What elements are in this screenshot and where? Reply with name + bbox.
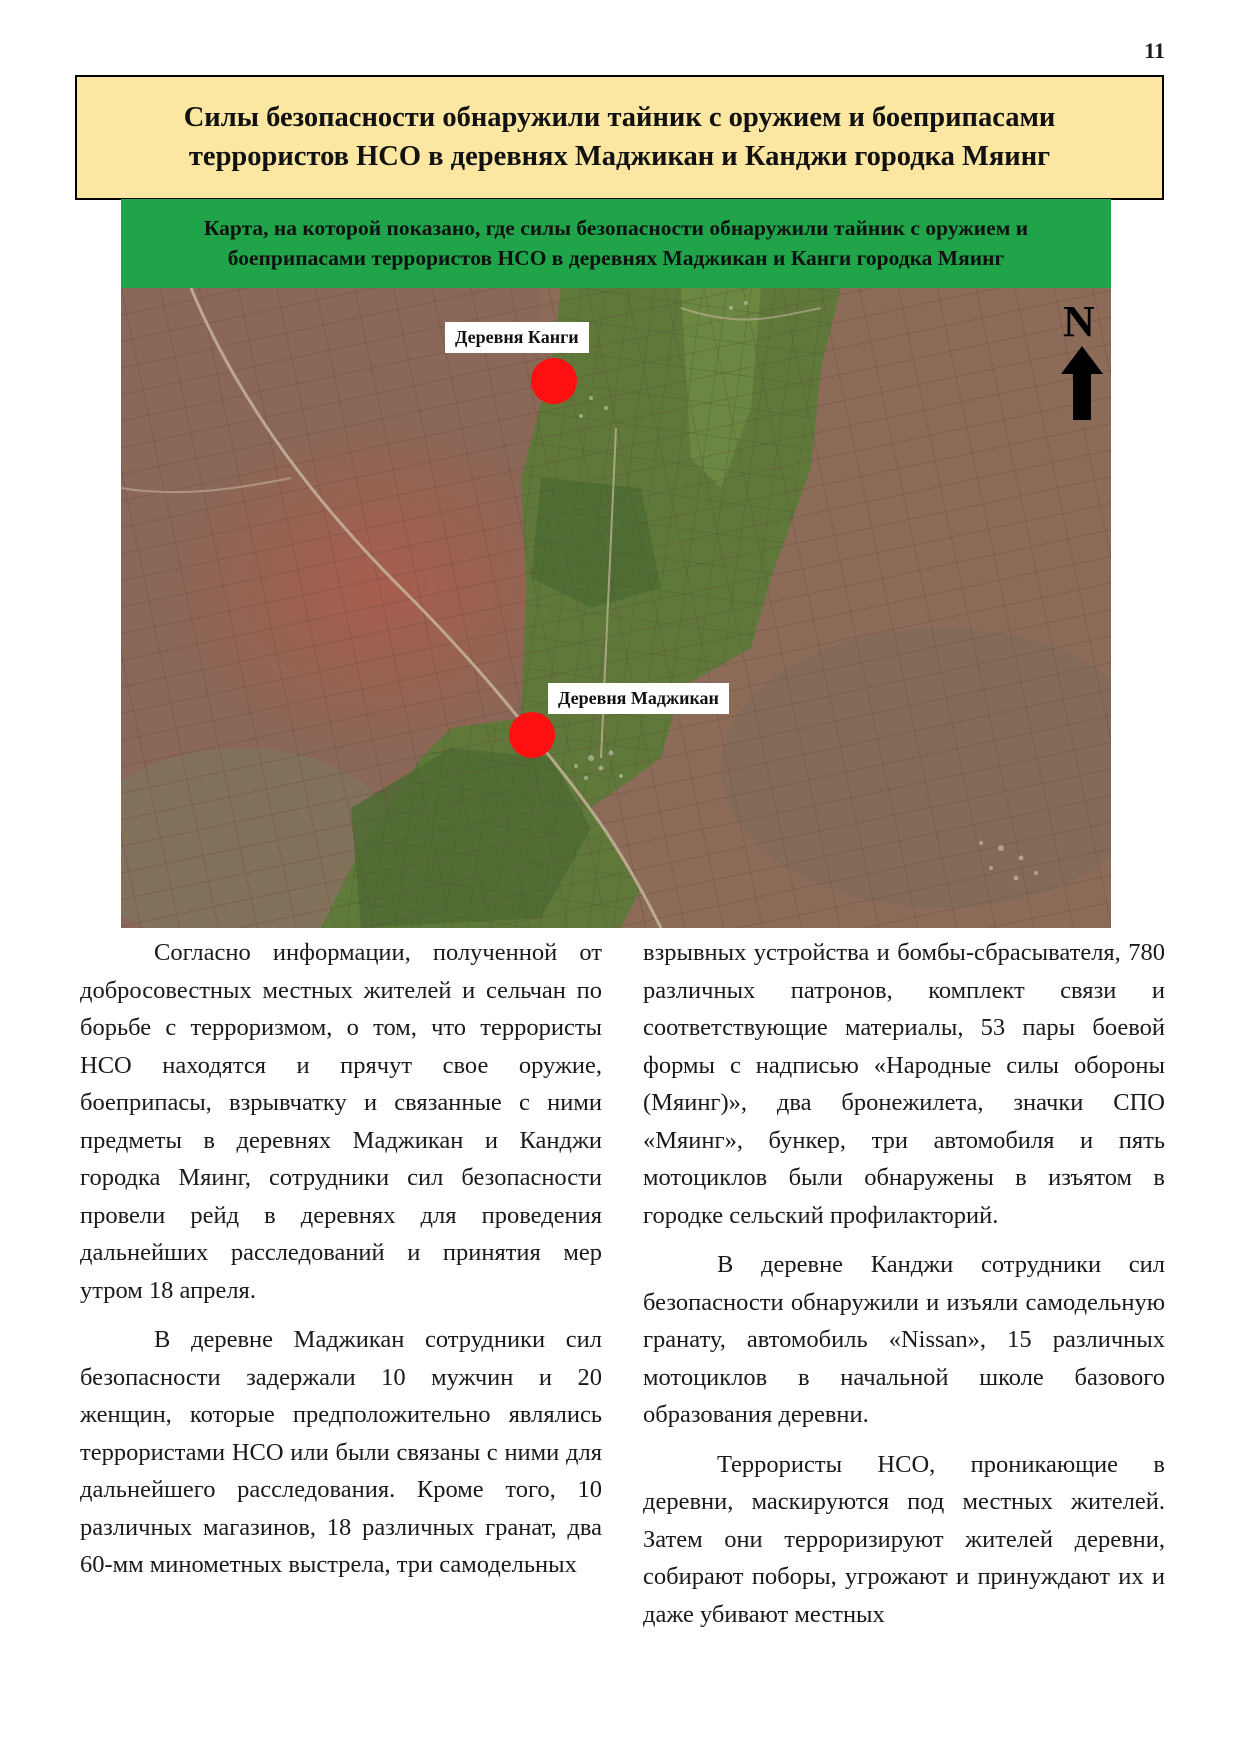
headline-box <box>75 75 1164 200</box>
village-label-kangi: Деревня Канги <box>445 322 589 353</box>
map-caption <box>121 199 1111 288</box>
village-marker-kangi <box>531 358 577 404</box>
headline: Силы безопасности обнаружили тайник с оружием и боеприпасами террористов НСО в деревнях Маджикан и Канджи городка Мяинг <box>183 102 1056 172</box>
village-label-madzhikan: Деревня Маджикан <box>548 683 729 714</box>
village-marker-madzhikan <box>509 712 555 758</box>
north-label: N <box>1063 297 1095 346</box>
paragraph: В деревне Маджикан сотрудники сил безопасности задержали 10 мужчин и 20 женщин, которые предположительно являлись террористами НСО или были связаны с ними для дальнейшего расследования. Кроме того, 10 различных магазинов, 18 различных гранат, два 60-мм минометных выстрела, три самодельных <box>80 1326 602 1578</box>
satellite-map-image <box>121 288 1111 928</box>
paragraph: Террористы НСО, проникающие в деревни, маскируются под местных жителей. Затем они терроризируют жителей деревни, собирают поборы, угрожают и принуждают их и даже убивают местных <box>643 1450 1165 1628</box>
paragraph: Согласно информации, полученной от добросовестных местных жителей и сельчан по борьбе с терроризмом, о том, что террористы НСО находятся и прячут свое оружие, боеприпасы, взрывчатку и связанные с ними предметы в деревнях Маджикан и Канджи городка Мяинг, сотрудники сил безопасности провели рейд в деревнях для проведения дальнейших расследований и принятия мер утром 18 апреля. <box>80 939 602 1304</box>
map-caption-text: Карта, на которой показано, где силы безопасности обнаружили тайник с оружием и боеприпасами террористов НСО в деревнях Маджикан и Канги городка Мяинг <box>203 216 1029 270</box>
right-column <box>643 934 1165 1694</box>
satellite-map <box>121 288 1111 928</box>
paragraph: взрывных устройства и бомбы-сбрасывателя, 780 различных патронов, комплект связи и соответствующие материалы, 53 пары боевой формы с надписью «Народные силы обороны (Мяинг)», два бронежилета, значки СПО «Мяинг», бункер, три автомобиля и пять мотоциклов были обнаружены в изъятом в городке сельский профилакторий. <box>643 939 1165 1229</box>
north-arrow-icon <box>1057 297 1107 430</box>
page-number: 11 <box>1144 38 1165 63</box>
article-body <box>80 934 1165 1694</box>
paragraph: В деревне Канджи сотрудники сил безопасности обнаружили и изъяли самодельную гранату, автомобиль «Nissan», 15 различных мотоциклов в начальной школе базового образования деревни. <box>643 1251 1165 1428</box>
left-column <box>80 934 602 1694</box>
